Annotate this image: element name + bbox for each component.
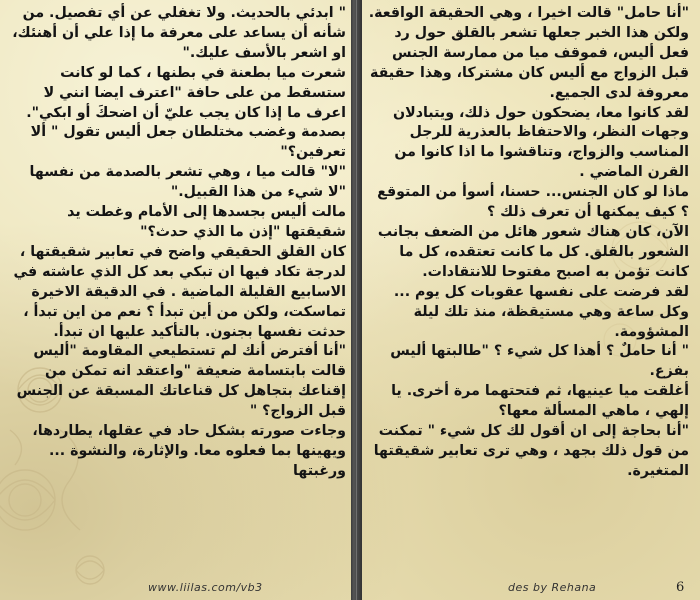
left-paragraph-5: مالت أليس بجسدها إلى الأمام وغطت يد شقيقتها "إذن ما الذي حدث؟" <box>67 204 346 240</box>
left-text-column <box>8 4 346 576</box>
column-divider-highlight <box>356 0 357 600</box>
left-paragraph-2: شعرت ميا بطعنة في بطنها ، كما لو كانت ستسقط من على حافة "اعترف ايضا انني لا اعرف ما إذا كان يجب عليّ أن اضحكَ أو ابكي". <box>26 64 346 121</box>
left-paragraph-3: بصدمة وغضب مختلطان جعل أليس تقول " ألا تعرفين؟" <box>30 124 346 161</box>
right-paragraph-3: ماذا لو كان الجنس... حسنا، أسوأ من المتوقع ؟ كيف يمكنها أن تعرف ذلك ؟ <box>377 184 689 221</box>
right-paragraph-5: لقد فرضت على نفسها عقوبات كل يوم ... وكل ساعة وهي مستيقظة، منذ تلك ليلة المشؤومة. <box>393 283 689 340</box>
left-paragraph-6: كان القلق الحقيقي واضح في تعابير شقيقتها ، لدرجة تكاد فيها ان تبكي بعد كل الذي عاشته في الاسابيع القليلة الماضية . في الدقيقة الاخيرة تماسكت، ولكن من أين تبدأ ؟ نعم من اين تبدأ ، حدثت نفسها بجنون. بالتأكيد عليها ان تبدأ. <box>13 243 346 340</box>
right-paragraph-4: الآن، كان هناك شعور هائل من الضعف بجانب الشعور بالقلق. كل ما كانت تعتقده، كل ما كانت تؤمن به اصبح مفتوحا للانتقادات. <box>377 223 689 280</box>
left-paragraph-8: وجاءت صورته بشكل حاد في عقلها، يطاردها، ويهينها بما فعلوه معا. والإثارة، والنشوة ... ورغبتها <box>32 423 346 479</box>
right-paragraph-8: "أنا بحاجة إلى ان أقول لك كل شيء " تمكنت من قول ذلك بجهد ، وهي ترى تعابير شقيقتها المتغيرة. <box>373 423 689 479</box>
right-text-column <box>367 4 689 576</box>
left-paragraph-7: "أنا أفترض أنك لم تستطيعي المقاومة "أليس قالت بابتسامة ضعيفة "واعتقد انه تمكن من إقناعك بتجاهل كل قناعاتك المسبقة عن الجنس قبل الزواج؟ " <box>16 343 346 420</box>
left-paragraph-4: "لا" قالت ميا ، وهي تشعر بالصدمة من نفسها "لا شيء من هذا القبيل." <box>29 164 346 201</box>
website-credit: www.liilas.com/vb3 <box>148 581 263 594</box>
right-paragraph-1: "أنا حامل" قالت اخيرا ، وهي الحقيقة الواقعة. ولكن هذا الخبر جعلها تشعر بالقلق حول رد فعل أليس، فموقف ميا من ممارسة الجنس قبل الزواج مع أليس كان مشتركا، وهذا حقيقة معروفة لدى الجميع. <box>368 5 689 101</box>
right-paragraph-2: لقد كانوا معا، يضحكون حول ذلك، ويتبادلان وجهات النظر، والاحتفاظ بالعذرية للرجل المناسب والزواج، وتناقشوا ما اذا كانوا من القرن الماضي . <box>393 104 689 181</box>
left-paragraph-1: " ابدئي بالحديث. ولا تغفلي عن أي تفصيل. من شأنه أن يساعد على معرفة ما إذا علي أن أهنئك، او اشعر بالأسف عليك." <box>12 5 346 61</box>
designer-credit: des by Rehana <box>508 581 597 594</box>
page-number: 6 <box>676 580 685 595</box>
right-paragraph-6: " أنا حاملٌ ؟ أهذا كل شيء ؟ "طالبتها أليس بفزع. <box>390 343 689 380</box>
right-paragraph-7: أغلقت ميا عينيها، ثم فتحتهما مرة أخرى. يا إلهي ، ماهي المسألة معها؟ <box>391 383 689 420</box>
